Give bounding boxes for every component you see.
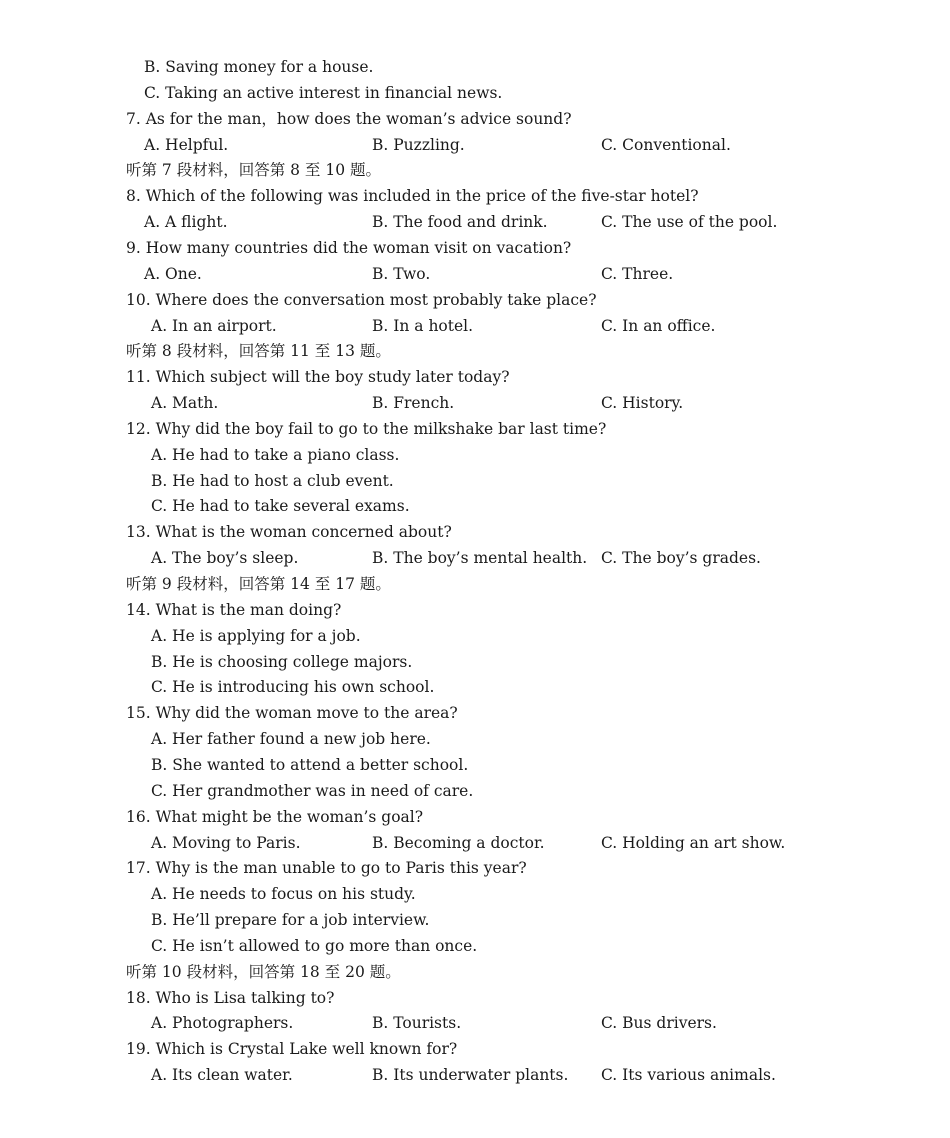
option-text: A. He is applying for a job. bbox=[151, 626, 361, 645]
option-b: B. The boy’s mental health. bbox=[372, 549, 588, 568]
option-text: A. Her father found a new job here. bbox=[151, 730, 431, 749]
option-a: A. Photographers. bbox=[151, 1014, 294, 1033]
question-text: 17. Why is the man unable to go to Paris this year? bbox=[126, 859, 527, 878]
question-text: 16. What might be the woman’s goal? bbox=[126, 807, 424, 826]
option-b: B. Puzzling. bbox=[372, 135, 465, 154]
option-a: A. In an airport. bbox=[151, 316, 277, 335]
option-c: C. Holding an art show. bbox=[601, 833, 786, 852]
option-a: A. Math. bbox=[151, 394, 219, 413]
option-b: B. Two. bbox=[372, 264, 431, 283]
option-c: C. History. bbox=[601, 394, 684, 413]
option-text: B. He is choosing college majors. bbox=[151, 652, 413, 671]
option-text: B. She wanted to attend a better school. bbox=[151, 755, 469, 774]
option-text: C. He isn’t allowed to go more than once. bbox=[151, 936, 478, 955]
option-c: C. Three. bbox=[601, 264, 674, 283]
question-text: 12. Why did the boy fail to go to the milkshake bar last time? bbox=[126, 419, 607, 438]
question-text: 7. As for the man，how does the woman’s advice sound? bbox=[126, 109, 572, 128]
option-text: C. Taking an active interest in financial news. bbox=[144, 83, 503, 102]
option-b: B. Becoming a doctor. bbox=[372, 833, 545, 852]
option-c: C. Bus drivers. bbox=[601, 1014, 717, 1033]
question-text: 13. What is the woman concerned about? bbox=[126, 523, 452, 542]
option-text: C. Her grandmother was in need of care. bbox=[151, 781, 474, 800]
option-c: C. In an office. bbox=[601, 316, 716, 335]
question-text: 10. Where does the conversation most probably take place? bbox=[126, 290, 597, 309]
option-text: B. Saving money for a house. bbox=[144, 58, 374, 76]
question-text: 14. What is the man doing? bbox=[126, 600, 342, 619]
option-a: A. One. bbox=[144, 264, 202, 283]
option-text: A. He needs to focus on his study. bbox=[151, 885, 416, 904]
section-instruction-text: 听第 9 段材料，回答第 14 至 17 题。 bbox=[126, 575, 391, 593]
option-b: B. The food and drink. bbox=[372, 213, 548, 232]
option-b: B. In a hotel. bbox=[372, 316, 474, 335]
question-text: 9. How many countries did the woman visit on vacation? bbox=[126, 238, 572, 257]
section-instruction-text: 听第 8 段材料，回答第 11 至 13 题。 bbox=[126, 342, 391, 361]
option-a: A. The boy’s sleep. bbox=[151, 549, 299, 568]
option-text: A. He had to take a piano class. bbox=[151, 445, 400, 464]
option-a: A. Helpful. bbox=[144, 135, 229, 154]
option-text: C. He is introducing his own school. bbox=[151, 678, 435, 697]
option-c: C. The boy’s grades. bbox=[601, 549, 761, 568]
option-c: C. Conventional. bbox=[601, 135, 731, 154]
option-b: B. French. bbox=[372, 394, 455, 413]
option-b: B. Its underwater plants. bbox=[372, 1066, 569, 1085]
option-text: B. He had to host a club event. bbox=[151, 471, 394, 490]
question-text: 18. Who is Lisa talking to? bbox=[126, 988, 335, 1007]
option-a: A. Moving to Paris. bbox=[151, 833, 301, 852]
option-a: A. Its clean water. bbox=[151, 1066, 293, 1085]
section-instruction-text: 听第 7 段材料，回答第 8 至 10 题。 bbox=[126, 161, 382, 180]
section-instruction-text: 听第 10 段材料，回答第 18 至 20 题。 bbox=[126, 962, 401, 981]
question-text: 8. Which of the following was included in the price of the five-star hotel? bbox=[126, 187, 699, 206]
question-text: 19. Which is Crystal Lake well known for? bbox=[126, 1040, 458, 1059]
option-c: C. Its various animals. bbox=[601, 1066, 776, 1085]
option-a: A. A flight. bbox=[144, 213, 228, 232]
option-c: C. The use of the pool. bbox=[601, 213, 778, 232]
question-text: 15. Why did the woman move to the area? bbox=[126, 704, 458, 723]
question-text: 11. Which subject will the boy study later today? bbox=[126, 368, 510, 387]
option-b: B. Tourists. bbox=[372, 1014, 462, 1033]
option-text: C. He had to take several exams. bbox=[151, 497, 410, 516]
option-text: B. He’ll prepare for a job interview. bbox=[151, 911, 430, 930]
